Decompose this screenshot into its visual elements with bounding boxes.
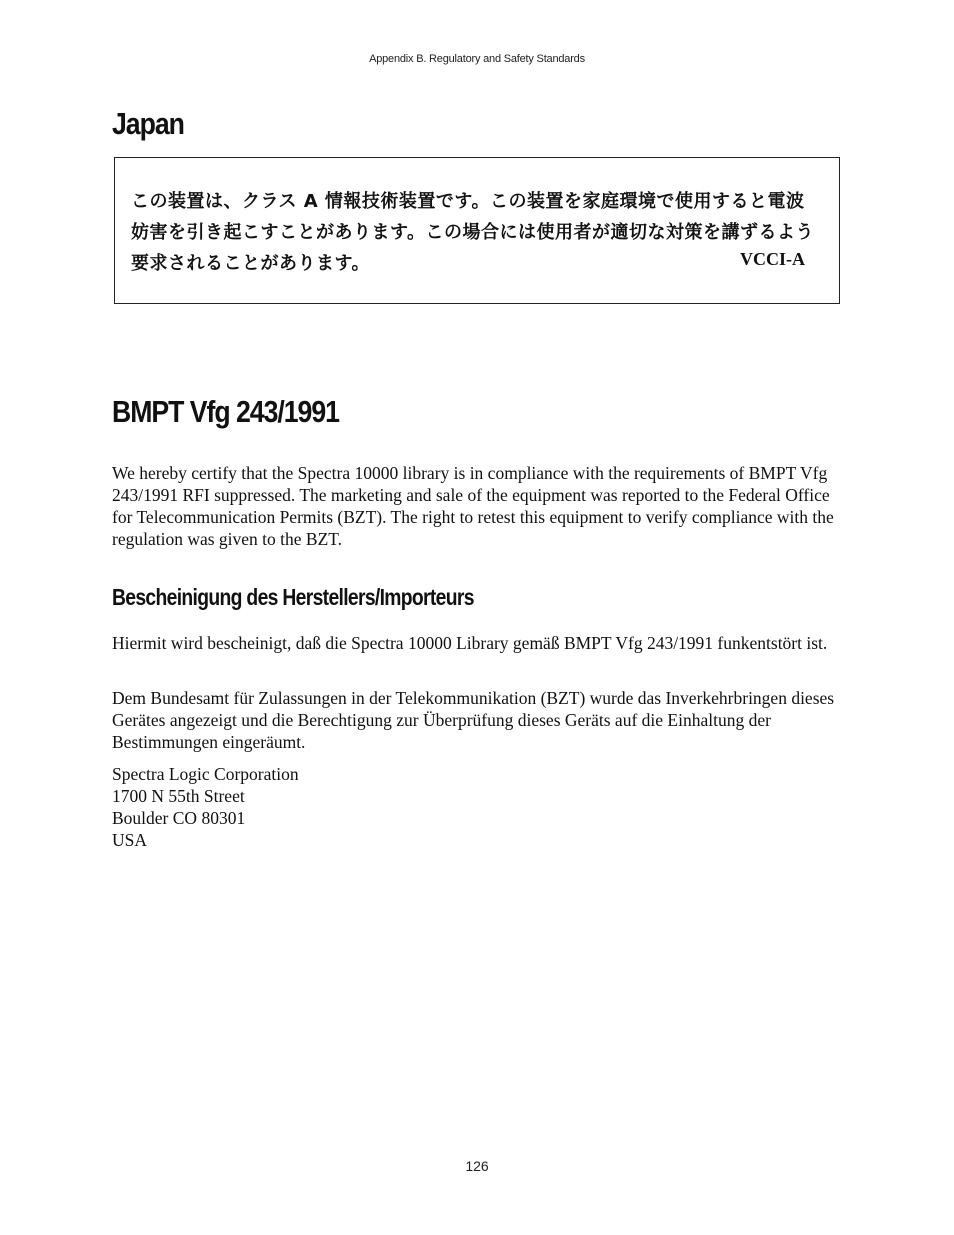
section-heading-japan: Japan xyxy=(112,106,184,141)
vcci-mark: VCCI-A xyxy=(740,249,805,269)
bmpt-paragraph: We hereby certify that the Spectra 10000 library is in compliance with the requirements of BMPT Vfg 243/1991 RFI suppressed. The marketing and sale of the equipment was reported to the Federal Office for Telecommunication Permits (BZT). The right to retest this equipment to verify compliance with the regulation was given to the BZT. xyxy=(112,463,834,549)
address-line: Boulder CO 80301 xyxy=(112,808,246,828)
address-line: USA xyxy=(112,830,148,850)
bescheinigung-paragraph-1: Hiermit wird bescheinigt, daß die Spectra 10000 Library gemäß BMPT Vfg 243/1991 funkentstört ist. xyxy=(112,633,828,653)
running-head: Appendix B. Regulatory and Safety Standards xyxy=(369,53,585,65)
section-heading-bmpt: BMPT Vfg 243/1991 xyxy=(112,394,339,429)
address-line: Spectra Logic Corporation xyxy=(112,764,299,784)
manufacturer-address xyxy=(112,763,842,851)
subsection-heading-bescheinigung: Bescheinigung des Herstellers/Importeurs xyxy=(112,584,474,610)
page-number: 126 xyxy=(465,1158,489,1174)
bescheinigung-paragraph-2: Dem Bundesamt für Zulassungen in der Telekommunikation (BZT) wurde das Inverkehrbringen dieses Gerätes angezeigt und die Berechtigung zur Überprüfung dieses Geräts auf die Einhaltung der Bestimmungen eingeräumt. xyxy=(112,688,835,752)
vcci-notice-text: この装置は、クラス A 情報技術装置です。この装置を家庭環境で使用すると電波妨害を引き起こすことがあります。この場合には使用者が適切な対策を講ずるよう要求されることがあります。 xyxy=(131,191,815,274)
vcci-notice-box xyxy=(114,157,840,304)
address-line: 1700 N 55th Street xyxy=(112,786,245,806)
